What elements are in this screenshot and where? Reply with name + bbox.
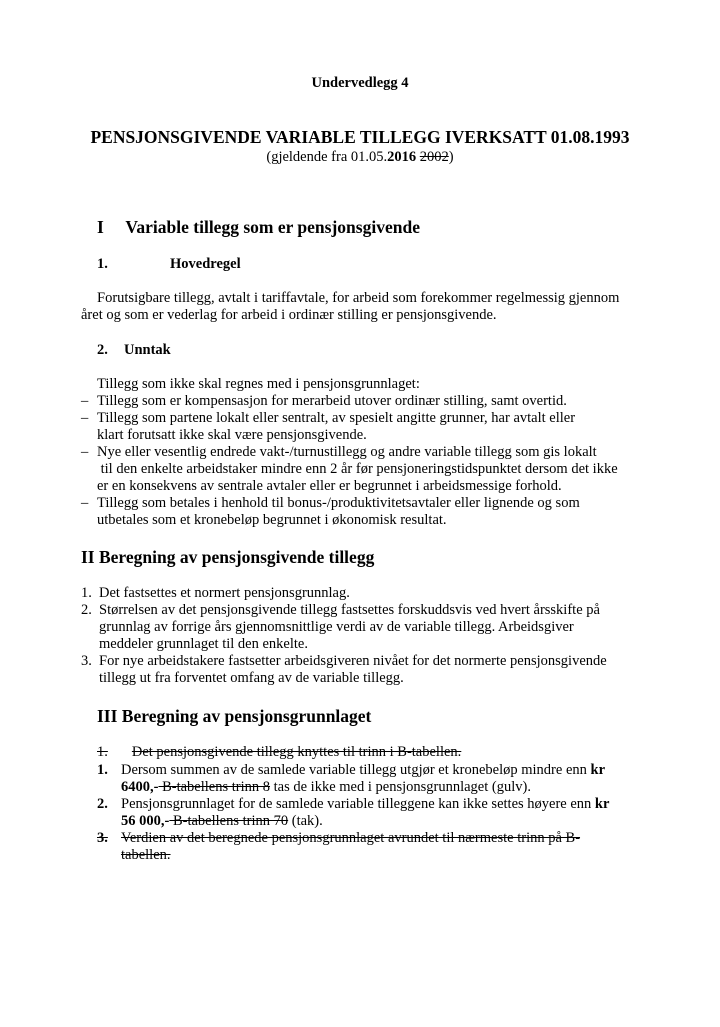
s3-item-1-line-2 xyxy=(121,779,531,796)
exception-1-line-1: Tillegg som er kompensasjon for merarbeid utover ordinær stilling, samt overtid. xyxy=(97,393,567,409)
s2-item-2-number: 2. xyxy=(81,602,92,618)
dash-marker-4: – xyxy=(81,495,89,511)
exception-2-line-2: klart forutsatt ikke skal være pensjonsgivende. xyxy=(97,427,367,443)
s3-item-1-struck: B-tabellens trinn 8 xyxy=(158,779,271,795)
s2-item-2-line-1: Størrelsen av det pensjonsgivende tillegg fastsettes forskuddsvis ved hvert årsskifte på xyxy=(99,602,600,618)
subsection-2-title: Unntak xyxy=(124,342,171,358)
main-rule-line-2: året og som er vederlag for arbeid i ordinær stilling er pensjonsgivende. xyxy=(81,307,497,323)
s2-item-3-number: 3. xyxy=(81,653,92,669)
document-title: PENSJONSGIVENDE VARIABLE TILLEGG IVERKSATT 01.08.1993 xyxy=(90,127,630,147)
s2-item-1-number: 1. xyxy=(81,585,92,601)
s3-item-2-text: Pensjonsgrunnlaget for de samlede variable tilleggene kan ikke settes høyere enn xyxy=(121,796,595,812)
dash-marker-2: – xyxy=(81,410,89,426)
deleted-item-1-text: Det pensjonsgivende tillegg knyttes til trinn i B-tabellen. xyxy=(131,744,462,760)
document-subtitle: Undervedlegg 4 xyxy=(311,75,409,91)
exception-3-line-3: er en konsekvens av sentrale avtaler eller er begrunnet i arbeidsmessige forhold. xyxy=(97,478,562,494)
s2-item-3-line-2: tillegg ut fra forventet omfang av de variable tillegg. xyxy=(99,670,404,686)
exception-3-line-1: Nye eller vesentlig endrede vakt-/turnustillegg og andre variable tillegg som gis lokalt xyxy=(97,444,597,460)
s3-item-2-number: 2. xyxy=(97,796,108,812)
s2-item-3-line-1: For nye arbeidstakere fastsetter arbeidsgiveren nivået for det normerte pensjonsgivende xyxy=(99,653,607,669)
deleted-item-3-line-1: Verdien av det beregnede pensjonsgrunnlaget avrundet til nærmeste trinn på B- xyxy=(121,830,581,846)
subsection-1-number: 1. xyxy=(97,256,108,272)
exceptions-intro: Tillegg som ikke skal regnes med i pensjonsgrunnlaget: xyxy=(97,376,420,392)
s3-item-1-rest: tas de ikke med i pensjonsgrunnlaget (gulv). xyxy=(270,779,531,795)
section-2-heading: II Beregning av pensjonsgivende tillegg xyxy=(81,547,375,567)
deleted-item-1 xyxy=(97,744,461,761)
validity-note xyxy=(0,149,720,166)
main-rule-line-1: Forutsigbare tillegg, avtalt i tariffavtale, for arbeid som forekommer regelmessig gjennom xyxy=(97,290,620,306)
s3-item-2-line-2 xyxy=(121,813,323,830)
exception-3-line-2: til den enkelte arbeidstaker mindre enn 2 år før pensjoneringstidspunktet dersom det ikke xyxy=(97,461,618,477)
deleted-item-3-number: 3. xyxy=(97,830,108,846)
dash-marker-3: – xyxy=(81,444,89,460)
s3-item-2-struck: B-tabellens trinn 70 xyxy=(169,813,289,829)
section-3-heading: III Beregning av pensjonsgrunnlaget xyxy=(97,706,372,726)
s3-item-2-kr: kr xyxy=(594,796,610,812)
validity-new-year: 2016 xyxy=(387,149,417,165)
validity-close: ) xyxy=(448,149,454,165)
deleted-item-3-line-2: tabellen. xyxy=(121,847,171,863)
s3-item-1-amount: 6400,- xyxy=(121,779,159,795)
subsection-1-title: Hovedregel xyxy=(170,256,241,272)
s3-item-2-rest: (tak). xyxy=(288,813,323,829)
s3-item-1-number: 1. xyxy=(97,762,108,778)
exception-2-line-1: Tillegg som partene lokalt eller sentralt, av spesielt angitte grunner, har avtalt eller xyxy=(97,410,576,426)
exception-4-line-2: utbetales som et kronebeløp begrunnet i økonomisk resultat. xyxy=(97,512,447,528)
dash-marker-1: – xyxy=(81,393,89,409)
s3-item-2-amount: 56 000,- xyxy=(121,813,170,829)
exception-4-line-1: Tillegg som betales i henhold til bonus-/produktivitetsavtaler eller lignende og som xyxy=(97,495,580,511)
validity-open: (gjeldende fra 01.05. xyxy=(266,149,388,165)
s2-item-1-line-1: Det fastsettes et normert pensjonsgrunnlag. xyxy=(99,585,350,601)
s2-item-2-line-3: meddeler grunnlaget til den enkelte. xyxy=(99,636,308,652)
s3-item-1-kr: kr xyxy=(590,762,606,778)
s3-item-1-line-1 xyxy=(121,762,605,779)
s3-item-1-text: Dersom summen av de samlede variable tillegg utgjør et kronebeløp mindre enn xyxy=(121,762,591,778)
subsection-2-number: 2. xyxy=(97,342,108,358)
s3-item-2-line-1 xyxy=(121,796,609,813)
deleted-item-1-number: 1. xyxy=(97,744,108,760)
validity-old-year: 2002 xyxy=(419,149,449,165)
s2-item-2-line-2: grunnlag av forrige års gjennomsnittlige verdi av de variable tillegg. Arbeidsgiver xyxy=(99,619,574,635)
section-1-heading: I Variable tillegg som er pensjonsgivende xyxy=(97,217,420,237)
